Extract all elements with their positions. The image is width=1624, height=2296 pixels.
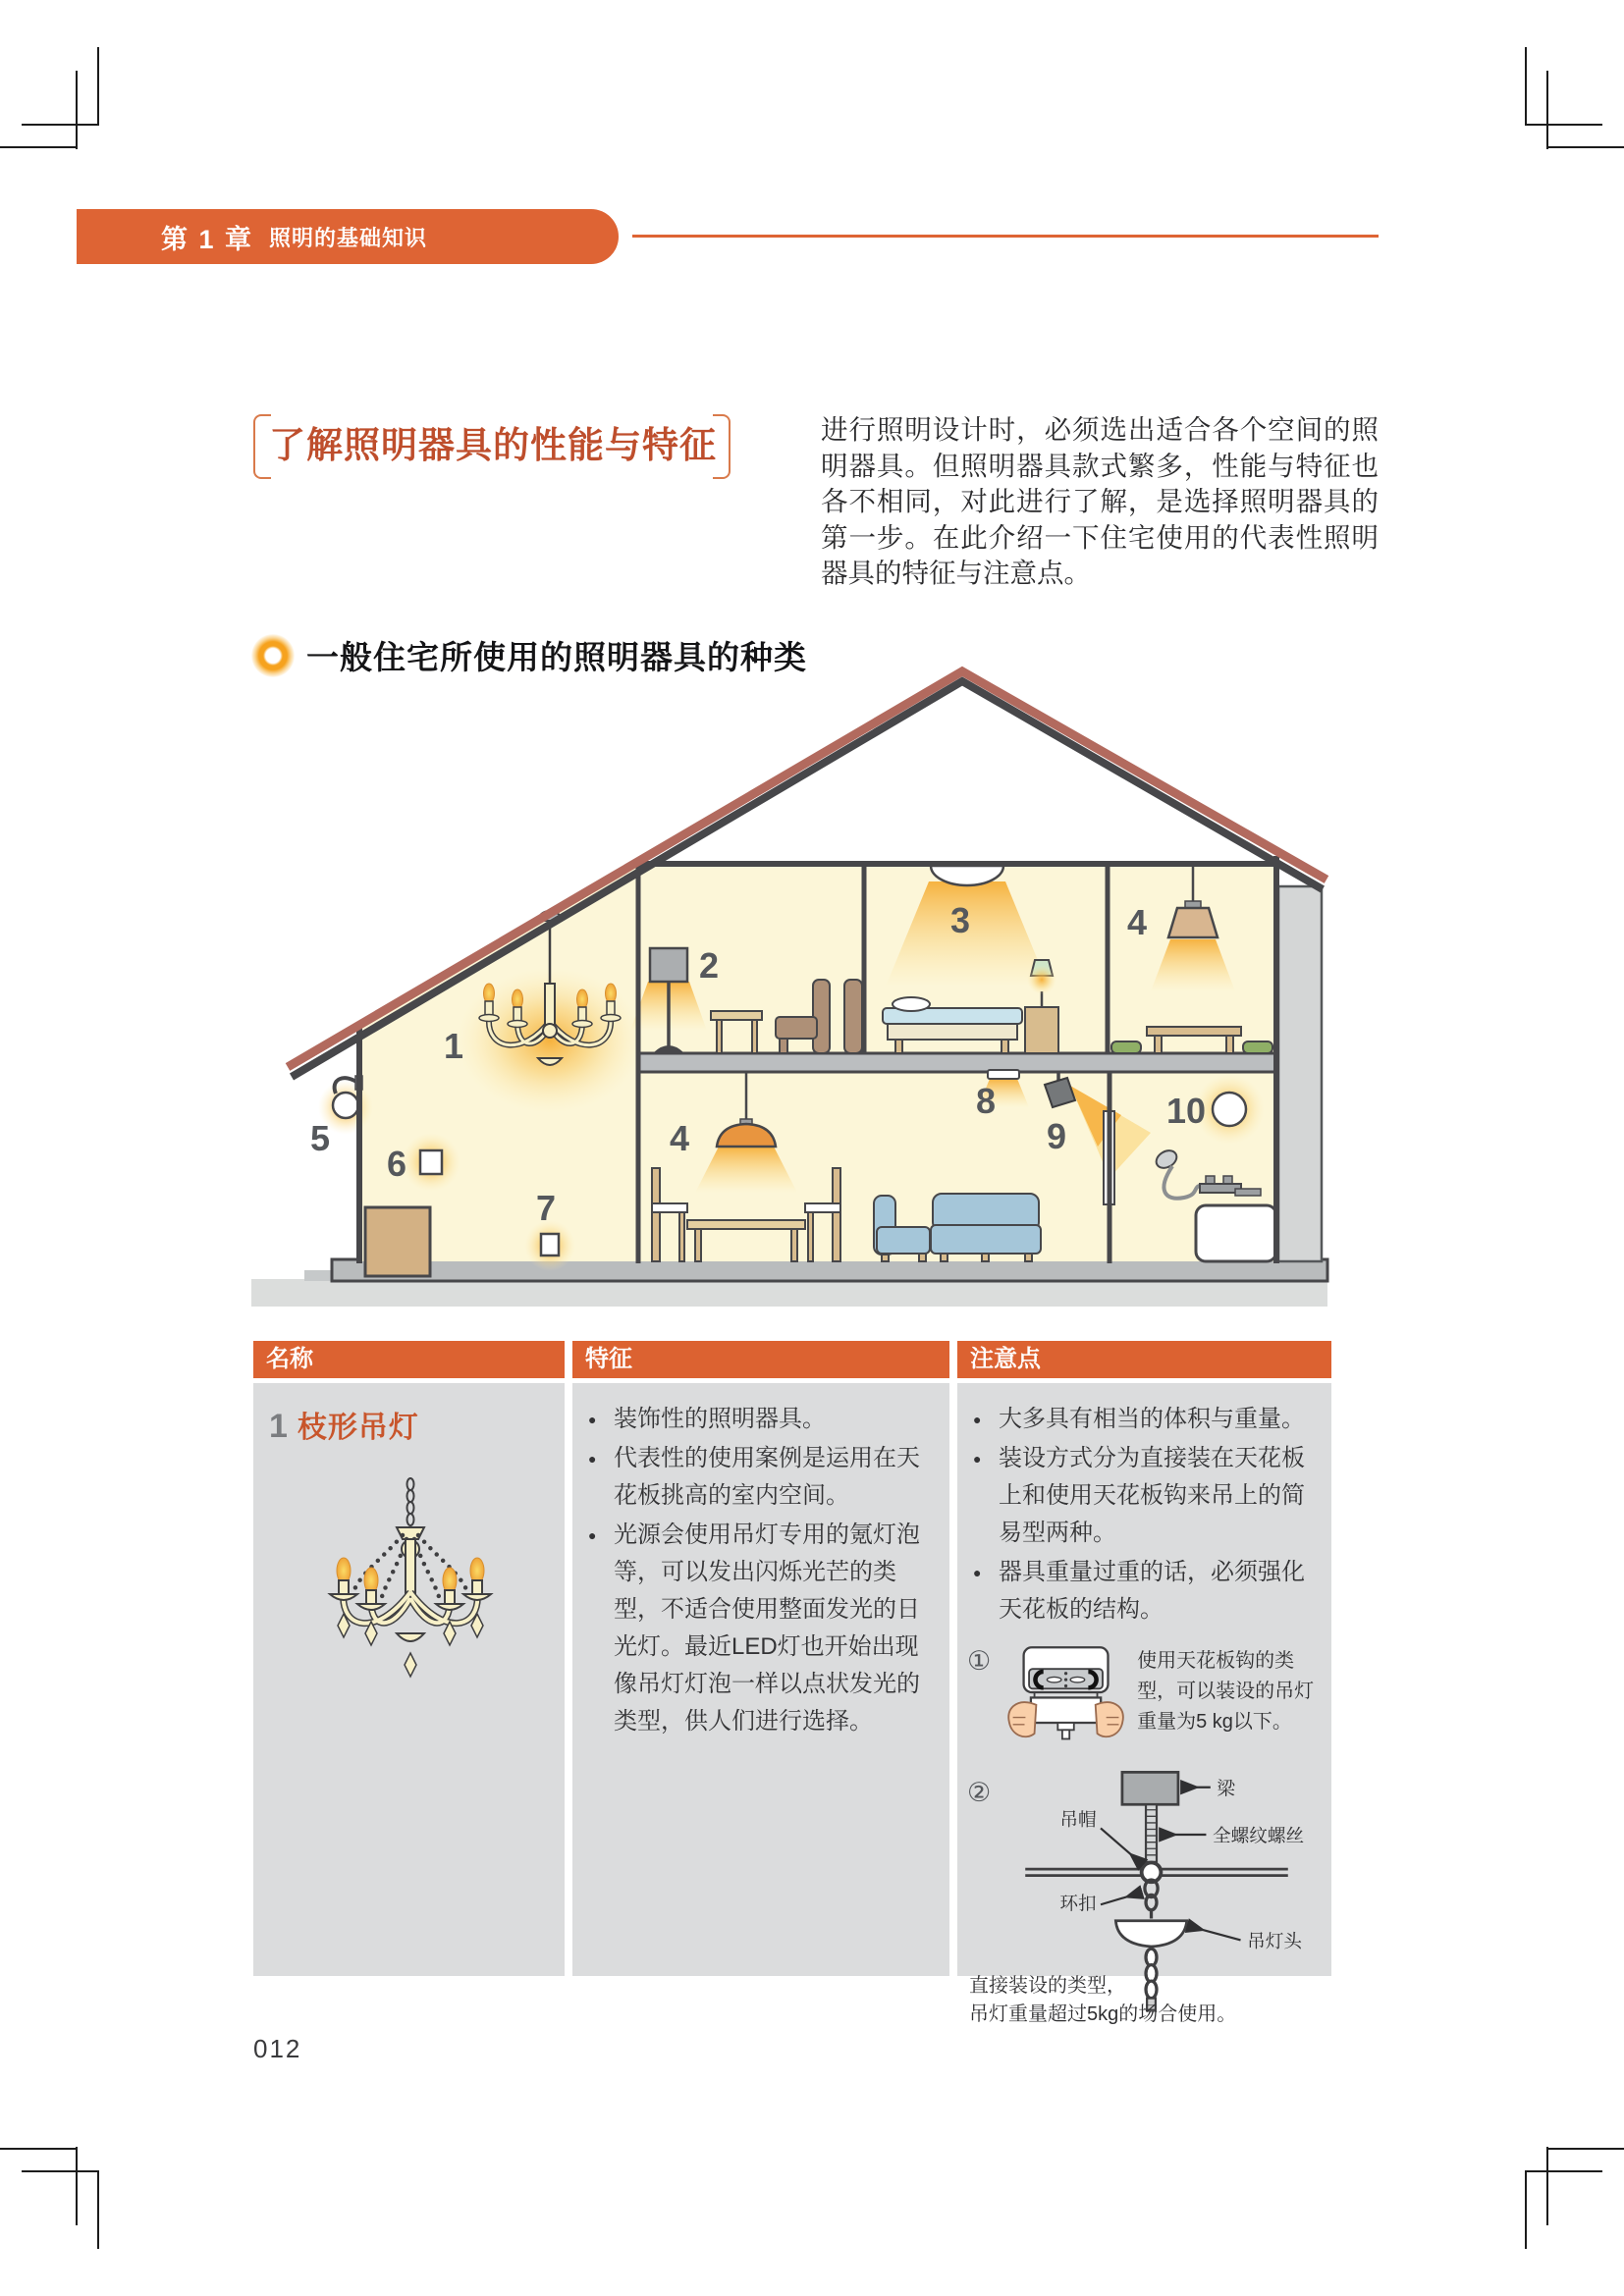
crop-mark	[1547, 146, 1624, 148]
fixture-label-4-dining: 4	[669, 1118, 690, 1158]
section-title: 了解照明器具的性能与特征	[269, 425, 717, 465]
crop-mark	[1546, 71, 1548, 149]
diagram2-caption-line1: 直接装设的类型，	[969, 1975, 1126, 1997]
fixture-name: 枝形吊灯	[297, 1412, 419, 1444]
chandelier-illustration	[312, 1476, 509, 1702]
bath-light-fixture	[1213, 1093, 1246, 1126]
diagram1-marker: ①	[967, 1646, 992, 1676]
note-item: ● 大多具有相当的体积与重量。	[973, 1401, 1318, 1438]
note-item: ● 装设方式分为直接装在天花板上和使用天花板钩来吊上的简易型两种。	[973, 1440, 1318, 1552]
crop-mark	[1547, 2148, 1624, 2150]
crop-mark	[76, 2147, 78, 2225]
label-beam: 梁	[1217, 1778, 1236, 1799]
section-title-box	[253, 414, 731, 479]
fixture-label-4-upper: 4	[1126, 902, 1148, 942]
crop-mark	[97, 2170, 99, 2249]
crop-mark	[0, 2148, 77, 2150]
bracket-light-fixture	[420, 1150, 442, 1174]
label-ring: 环扣	[1059, 1893, 1097, 1914]
floor-slab	[332, 1259, 1327, 1281]
right-exterior-wall-face	[1278, 886, 1322, 1261]
fixture-label-8: 8	[975, 1081, 997, 1121]
fixture-label-10: 10	[1165, 1091, 1207, 1131]
label-screw: 全螺纹螺丝	[1213, 1825, 1305, 1846]
chapter-header-bar	[77, 209, 619, 264]
crop-mark	[1525, 2170, 1527, 2249]
bedside-lamp-glow	[1027, 965, 1056, 994]
diagram2-caption-line2: 吊灯重量超过5kg的场合使用。	[969, 2003, 1237, 2025]
fixture-label-2: 2	[698, 945, 720, 986]
note-item: ● 器具重量过重的话，必须强化天花板的结构。	[973, 1554, 1318, 1629]
second-floor-slab	[638, 1053, 1276, 1072]
fixture-label-1: 1	[443, 1026, 464, 1066]
fixture-label-6: 6	[386, 1144, 407, 1184]
house-cross-section-illustration	[245, 628, 1384, 1315]
figure-heading-text: 一般住宅所使用的照明器具的种类	[306, 639, 807, 675]
diagram2-caption	[969, 1972, 1236, 2029]
table-row	[253, 1383, 1331, 2025]
feature-item: ● 光源会使用吊灯专用的氪灯泡等，可以发出闪烁光芒的类型，不适合使用整面发光的日光灯。最近LED灯也开始出现像吊灯灯泡一样以点状发光的类型，供人们进行选择。	[588, 1517, 936, 1740]
label-cap: 吊帽	[1059, 1809, 1097, 1831]
chapter-number: 第 1 章	[161, 224, 254, 254]
chapter-title: 照明的基础知识	[269, 225, 428, 250]
fixture-spec-table	[253, 1341, 1331, 2025]
foot-light-fixture	[541, 1234, 559, 1255]
crop-mark	[1525, 2170, 1602, 2172]
feature-item: ● 代表性的使用案例是运用在天花板挑高的室内空间。	[588, 1440, 936, 1515]
fixture-label-9: 9	[1046, 1116, 1067, 1156]
crop-mark	[22, 2170, 99, 2172]
crop-mark	[0, 146, 77, 148]
cell-features	[572, 1383, 949, 1976]
page-number: 012	[253, 2034, 302, 2063]
crop-mark	[76, 71, 78, 149]
fixture-label-3: 3	[949, 900, 971, 940]
fixture-label-5: 5	[309, 1118, 331, 1158]
col-header-notes: 注意点	[957, 1341, 1331, 1378]
diagram-ceiling-hook	[967, 1642, 1326, 1762]
downlight-fixture	[988, 1070, 1019, 1079]
diagram1-caption: 使用天花板钩的类型，可以装设的吊灯重量为5 kg以下。	[1137, 1650, 1315, 1733]
feature-item: ● 装饰性的照明器具。	[588, 1401, 936, 1438]
crop-mark	[1525, 124, 1602, 126]
label-head: 吊灯头	[1247, 1931, 1302, 1952]
bath-spout	[1235, 1189, 1261, 1196]
crop-mark	[22, 124, 99, 126]
crop-mark	[97, 47, 99, 126]
diagram-direct-mount	[967, 1768, 1331, 2031]
ceiling-hook-illustration	[999, 1642, 1133, 1762]
crop-mark	[1546, 2147, 1548, 2225]
fixture-label-7: 7	[535, 1188, 557, 1228]
table-header-row	[253, 1341, 1331, 1378]
cell-name	[253, 1383, 565, 1976]
row-number: 1	[269, 1408, 288, 1445]
intro-paragraph: 进行照明设计时，必须选出适合各个空间的照明器具。但照明器具款式繁多，性能与特征也各不相同，对此进行了解，是选择照明器具的第一步。在此介绍一下住宅使用的代表性照明器具的特征与注意点。	[821, 414, 1379, 588]
diagram2-marker: ②	[967, 1778, 992, 1807]
shoe-cabinet	[365, 1207, 430, 1276]
col-header-features: 特征	[572, 1341, 949, 1378]
cell-notes	[957, 1383, 1331, 2025]
header-rule	[632, 235, 1379, 238]
ground	[251, 1279, 1327, 1307]
col-header-name: 名称	[253, 1341, 565, 1378]
bathtub	[1196, 1205, 1276, 1261]
crop-mark	[1525, 47, 1527, 126]
